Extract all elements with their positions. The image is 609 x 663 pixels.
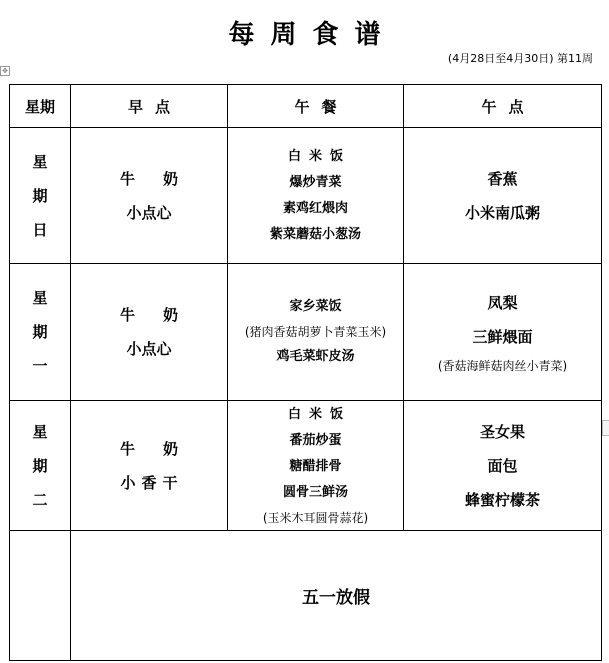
header-weekday: 星期 xyxy=(10,85,71,128)
header-lunch: 午餐 xyxy=(228,85,404,128)
weekday-cell: 星 期 日 xyxy=(10,128,71,264)
weekday-cell: 星 期 二 xyxy=(10,401,71,531)
week-range: (4月28日至4月30日) 第11周 xyxy=(447,52,593,65)
header-breakfast: 早点 xyxy=(71,85,228,128)
holiday-cell: 五一放假 xyxy=(71,531,602,661)
breakfast-cell: 牛奶 小点心 xyxy=(71,264,228,401)
weekday-cell xyxy=(10,531,71,661)
breakfast-cell: 牛奶 小点心 xyxy=(71,128,228,264)
weekday-cell: 星 期 一 xyxy=(10,264,71,401)
snack-cell: 凤梨 三鲜煨面 (香菇海鲜菇肉丝小青菜) xyxy=(404,264,602,401)
lunch-cell: 白米饭 爆炒青菜 素鸡红煨肉 紫菜蘑菇小葱汤 xyxy=(228,128,404,264)
holiday-row xyxy=(10,531,602,661)
breakfast-cell: 牛奶 小香干 xyxy=(71,401,228,531)
header-snack: 午点 xyxy=(404,85,602,128)
header-row xyxy=(10,85,602,128)
menu-table xyxy=(9,84,602,661)
page-title: 每周食谱 xyxy=(228,20,397,50)
side-scroll-marker[interactable] xyxy=(602,420,609,436)
table-row xyxy=(10,264,602,401)
snack-cell: 香蕉 小米南瓜粥 xyxy=(404,128,602,264)
table-row xyxy=(10,128,602,264)
snack-cell: 圣女果 面包 蜂蜜柠檬茶 xyxy=(404,401,602,531)
table-move-handle-icon[interactable]: ✥ xyxy=(0,66,10,76)
lunch-cell: 家乡菜饭 (猪肉香菇胡萝卜青菜玉米) 鸡毛菜虾皮汤 xyxy=(228,264,404,401)
table-row xyxy=(10,401,602,531)
lunch-cell: 白米饭 番茄炒蛋 糖醋排骨 圆骨三鲜汤 (玉米木耳圆骨蒜花) xyxy=(228,401,404,531)
